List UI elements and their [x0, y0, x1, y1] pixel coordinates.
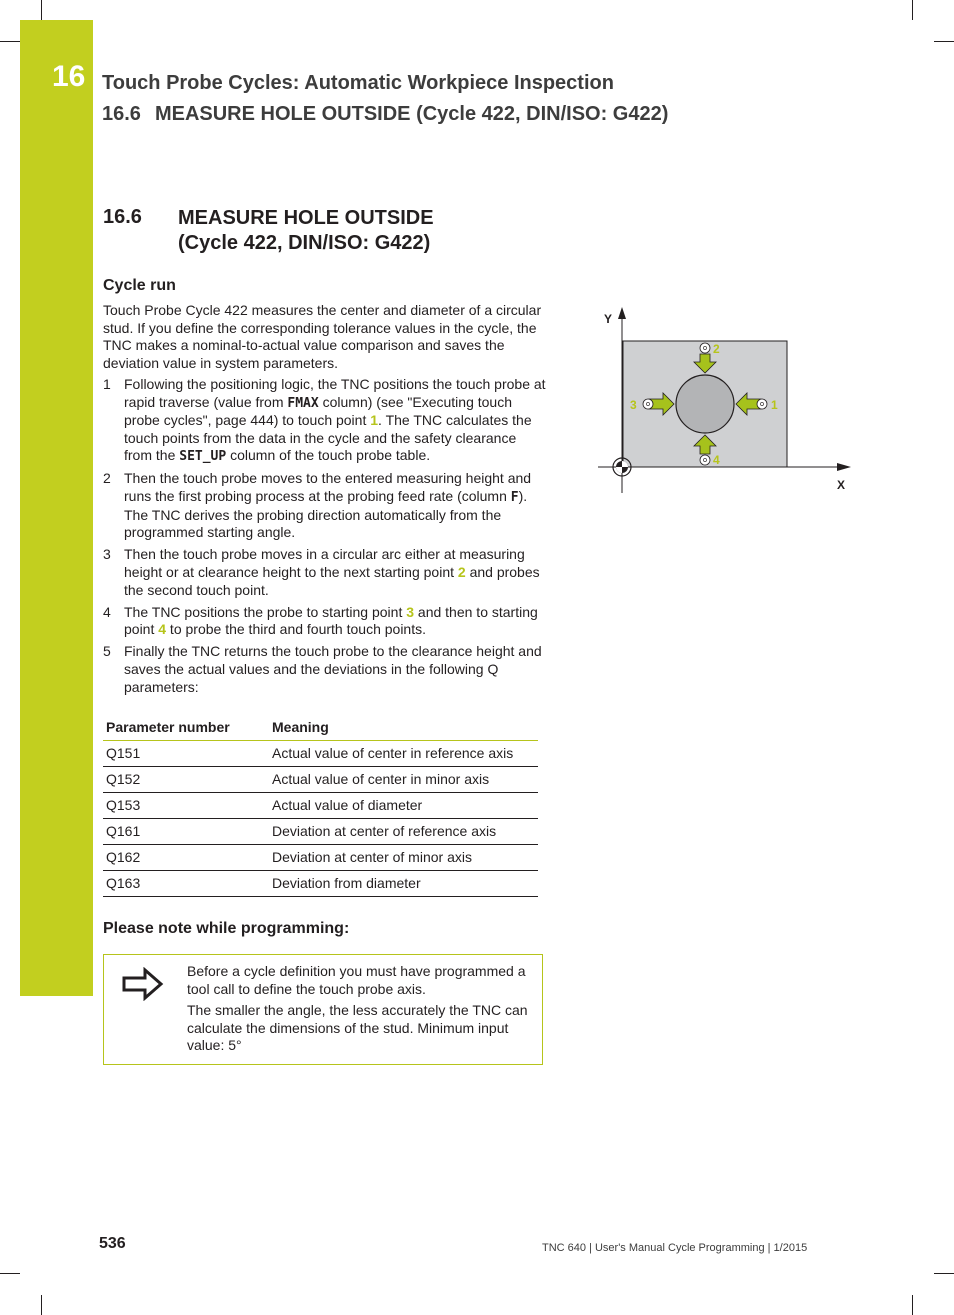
step-number: 1: [103, 376, 111, 392]
circular-stud: [676, 375, 734, 433]
running-section-number: 16.6: [102, 103, 141, 125]
x-axis-label: X: [837, 478, 846, 492]
chapter-title: Touch Probe Cycles: Automatic Workpiece Inspection: [102, 72, 614, 94]
table-row: Q153 Actual value of diameter: [103, 793, 538, 819]
probe-start-3-icon: [643, 399, 653, 409]
running-section-header: [102, 103, 668, 126]
crop-mark: [41, 0, 42, 20]
point-label-2: 2: [713, 342, 720, 356]
cycle-run-intro: Touch Probe Cycle 422 measures the center and diameter of a circular stud. If you define the corresponding tolerance values in the cycle, the TNC makes a nominal-to-actual value comparison and saves the deviation value in system parameters.: [103, 302, 542, 371]
section-number: 16.6: [103, 206, 142, 228]
cycle-run-steps: [103, 376, 548, 701]
point-label-1: 1: [771, 398, 778, 412]
note-text: The smaller the angle, the less accurately the TNC can calculate the dimensions of the stud. Minimum input value: 5°: [187, 1002, 528, 1054]
table-row: Q152 Actual value of center in minor axis: [103, 767, 538, 793]
step-item: 1 Following the positioning logic, the TNC positions the touch probe at rapid traverse (value from FMAX column) (see "Executing touch probe cycles", page 444) to touch point 1. The TNC calculates the touch points from the data in the cycle and the safety clearance from the SET_UP column of the touch probe table.: [103, 376, 546, 465]
section-title: [178, 206, 434, 256]
crop-mark: [912, 0, 913, 20]
running-section-title: MEASURE HOLE OUTSIDE (Cycle 422, DIN/ISO: G422): [154, 103, 669, 125]
note-text: Before a cycle definition you must have programmed a tool call to define the touch probe axis.: [187, 963, 526, 997]
point-label-3: 3: [630, 398, 637, 412]
note-box: [103, 954, 543, 1065]
point-ref: 3: [406, 603, 415, 620]
step-item: 2 Then the touch probe moves to the entered measuring height and runs the first probing process at the probing feed rate (column F). The TNC derives the probing direction automatically from the programmed starting angle.: [103, 470, 532, 541]
probe-start-2-icon: [700, 343, 710, 353]
probe-start-1-icon: [757, 399, 767, 409]
step-number: 4: [103, 603, 111, 620]
column-header: Parameter number: [103, 716, 269, 741]
probe-start-4-icon: [700, 455, 710, 465]
crop-mark: [934, 41, 954, 42]
note-arrow-icon: [121, 967, 165, 1001]
chapter-sidebar: [20, 20, 93, 996]
y-axis-label: Y: [604, 312, 613, 326]
step-number: 5: [103, 643, 111, 660]
point-label-4: 4: [713, 453, 720, 467]
crop-mark: [41, 1295, 42, 1315]
crop-mark: [912, 1295, 913, 1315]
table-row: Q162 Deviation at center of minor axis: [103, 845, 538, 871]
chapter-number: 16: [52, 60, 86, 93]
crop-mark: [0, 41, 20, 42]
table-row: Q151 Actual value of center in reference axis: [103, 741, 538, 767]
section-title-line1: MEASURE HOLE OUTSIDE: [178, 207, 434, 229]
point-ref: 1: [370, 412, 379, 429]
step-number: 2: [103, 470, 111, 487]
step-item: 5 Finally the TNC returns the touch probe to the clearance height and saves the actual values and the deviations in the following Q parameters:: [103, 643, 542, 695]
code-f: F: [510, 490, 519, 506]
programming-heading: Please note while programming:: [103, 920, 350, 937]
code-fmax: FMAX: [287, 395, 319, 411]
point-ref: 4: [158, 621, 167, 638]
step-number: 3: [103, 546, 111, 563]
x-axis-arrow-icon: [837, 463, 851, 471]
footer-doc-info: TNC 640 | User's Manual Cycle Programming | 1/2015: [542, 1242, 808, 1254]
table-header-row: [103, 716, 538, 741]
column-header: Meaning: [269, 716, 538, 741]
table-row: Q163 Deviation from diameter: [103, 871, 538, 897]
table-row: Q161 Deviation at center of reference axis: [103, 819, 538, 845]
page-number: 536: [99, 1235, 126, 1252]
section-title-line2: (Cycle 422, DIN/ISO: G422): [178, 232, 431, 254]
crop-mark: [0, 1273, 20, 1274]
q-parameter-table: [103, 716, 538, 897]
y-axis-arrow-icon: [618, 307, 626, 319]
code-set-up: SET_UP: [179, 449, 227, 465]
probe-diagram: [596, 305, 856, 497]
cycle-run-heading: Cycle run: [103, 277, 176, 294]
step-item: 4 The TNC positions the probe to starting point 3 and then to starting point 4 to probe the third and fourth touch points.: [103, 603, 538, 638]
crop-mark: [934, 1273, 954, 1274]
point-ref: 2: [457, 563, 466, 580]
step-item: 3 Then the touch probe moves in a circular arc either at measuring height or at clearance height to the next starting point 2 and probes the second touch point.: [103, 546, 540, 598]
